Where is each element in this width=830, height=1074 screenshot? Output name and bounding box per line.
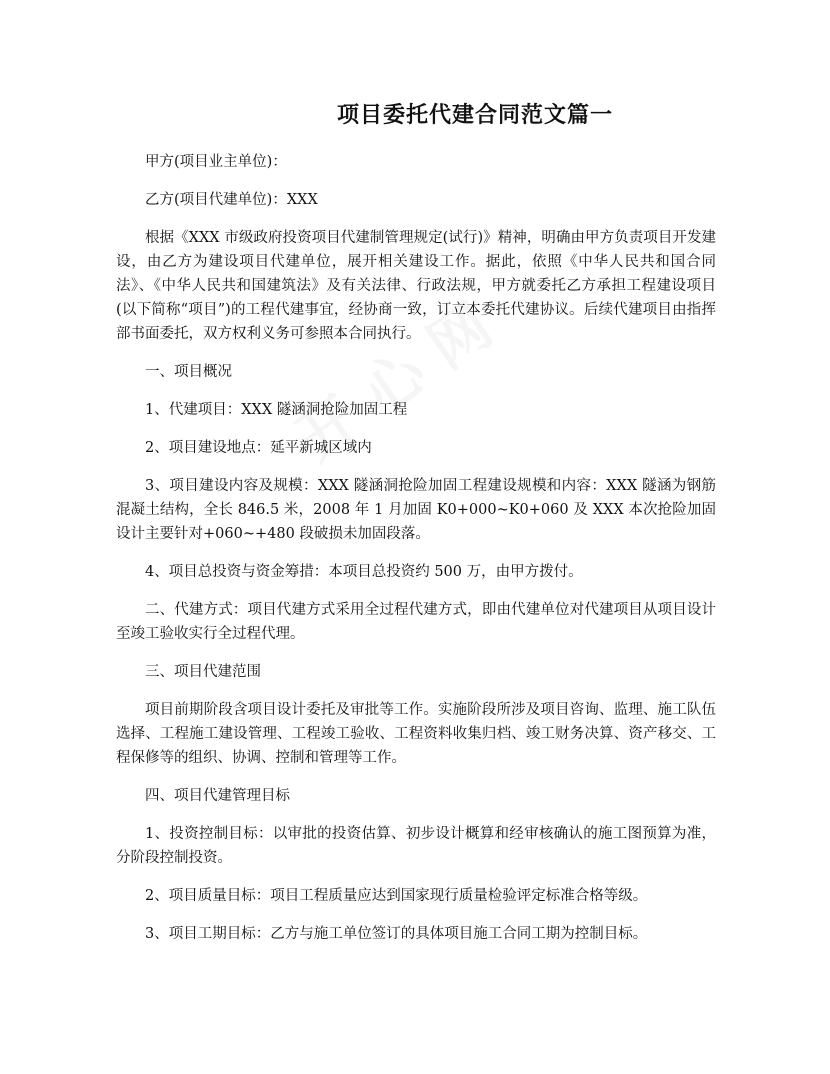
goal-item-2: 2、项目质量目标：项目工程质量应达到国家现行质量检验评定标准合格等级。 [145,888,648,904]
section-heading-scope: 三、项目代建范围 [145,664,261,680]
goal-item-1: 1、投资控制目标：以审批的投资估算、初步设计概算和经审核确认的施工图预算为准，分阶段控制投资。 [116,826,716,866]
party-b-line: 乙方(项目代建单位)：XXX [145,192,318,208]
section-construction-method: 二、代建方式：项目代建方式采用全过程代建方式，即由代建单位对代建项目从项目设计至竣工验收实行全过程代理。 [116,602,716,642]
overview-item-4: 4、项目总投资与资金筹措：本项目总投资约 500 万，由甲方拨付。 [145,564,583,580]
preamble-paragraph: 根据《XXX 市级政府投资项目代建制管理规定(试行)》精神，明确由甲方负责项目开发建设，由乙方为建设项目代建单位，展开相关建设工作。据此，依照《中华人民共和国合同法》、《中华人民共和国建筑法》及有关法律、行政法规，甲方就委托乙方承担工程建设项目(以下简称“项目”)的工程代建事宜，经协商一致，订立本委托代建协议。后续代建项目由指挥部书面委托，双方权利义务可参照本合同执行。 [116,230,716,342]
overview-item-1: 1、代建项目：XXX 隧涵洞抢险加固工程 [145,402,408,418]
goal-item-3: 3、项目工期目标：乙方与施工单位签订的具体项目施工合同工期为控制目标。 [145,926,648,942]
section-heading-goals: 四、项目代建管理目标 [145,788,290,804]
document-title: 项目委托代建合同范文篇一 [336,103,613,128]
party-a-line: 甲方(项目业主单位)： [145,154,287,170]
overview-item-2: 2、项目建设地点：延平新城区域内 [145,440,372,456]
section-heading-overview: 一、项目概况 [145,364,232,380]
overview-item-3: 3、项目建设内容及规模：XXX 隧涵洞抢险加固工程建设规模和内容：XXX 隧涵为钢筋混凝土结构，全长 846.5 米，2008 年 1 月加固 K0+000~K0+060 及 XXX 本次抢险加固设计主要针对+060~+480 段破损未加固段落。 [116,478,716,542]
document-body [116,150,716,960]
scope-paragraph: 项目前期阶段含项目设计委托及审批等工作。实施阶段所涉及项目咨询、监理、施工队伍选择、工程施工建设管理、工程竣工验收、工程资料收集归档、竣工财务决算、资产移交、工程保修等的组织、协调、控制和管理等工作。 [116,702,716,766]
